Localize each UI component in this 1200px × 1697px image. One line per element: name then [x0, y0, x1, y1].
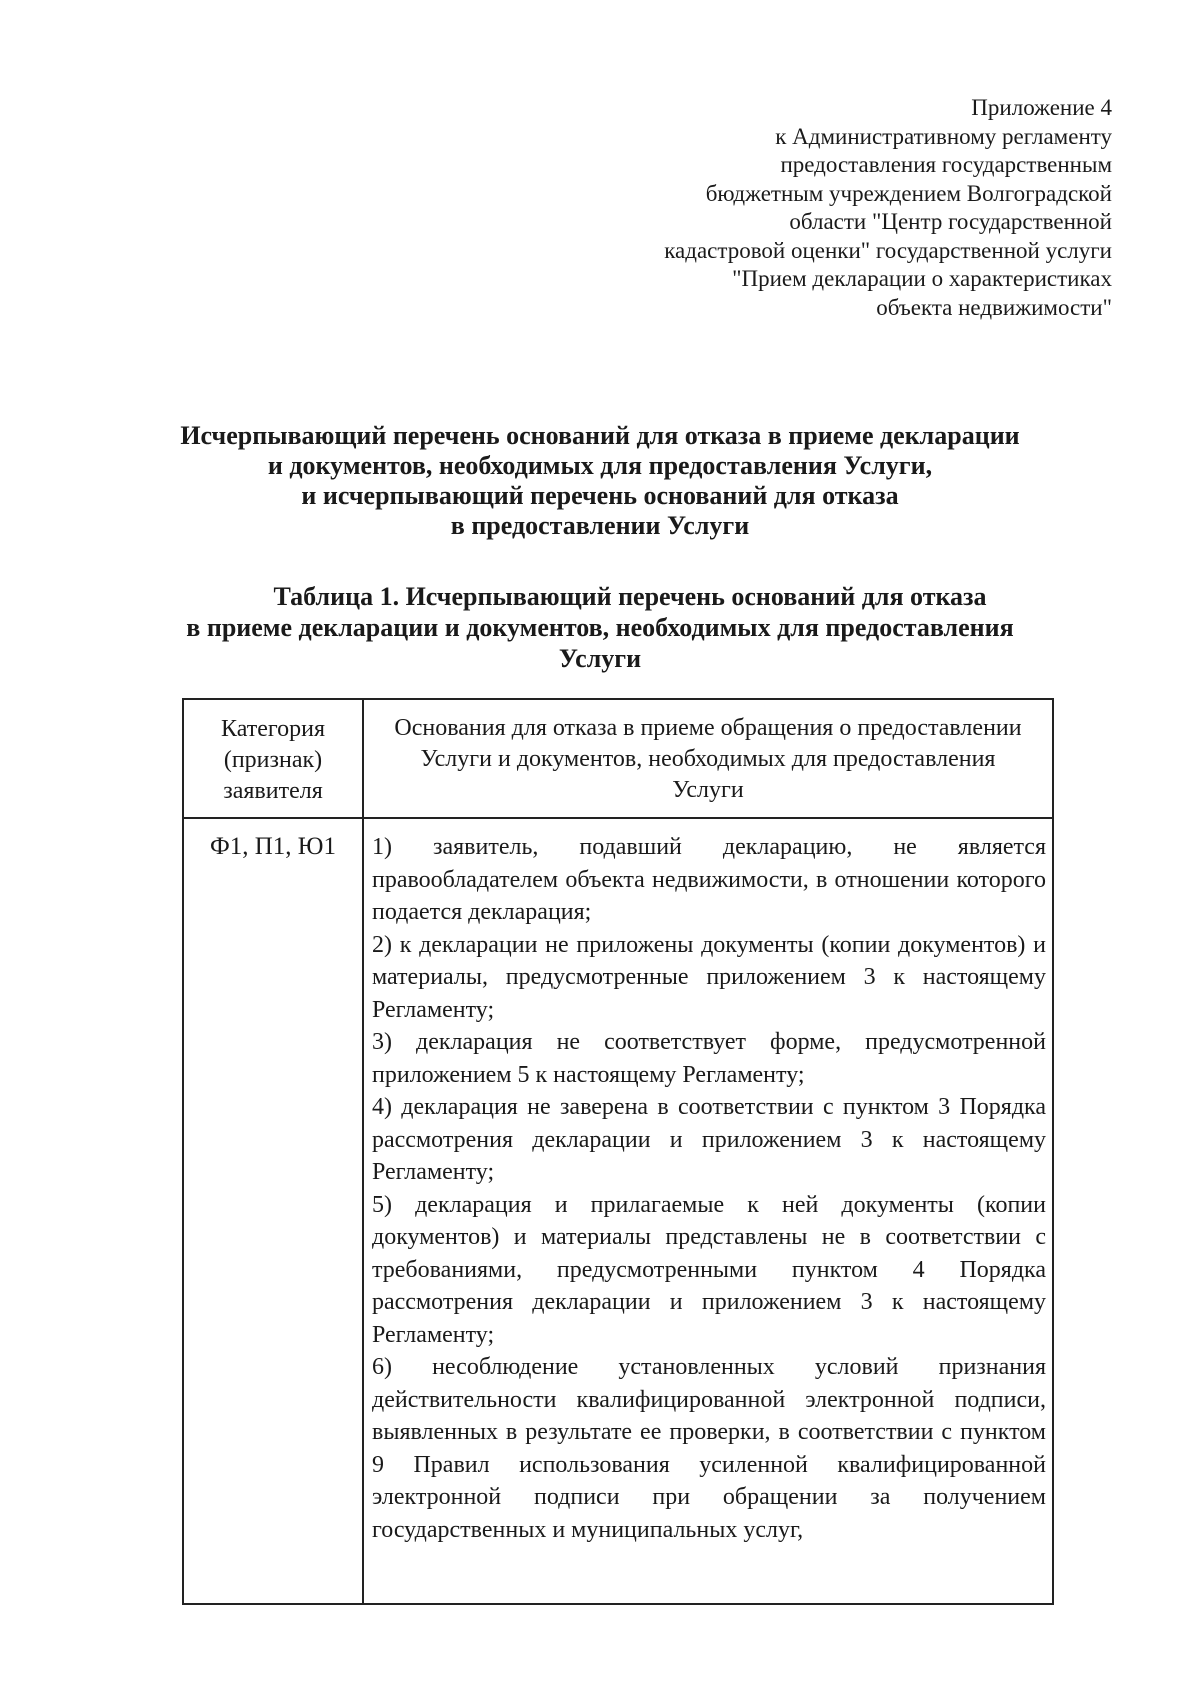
- grounds-item: 6) несоблюдение установленных условий признания действительности квалифицированной электронной подписи, выявленных в результате ее проверки, в соответствии с пунктом 9 Правил использования усиленной квалифицированной электронной подписи при обращении за получением государственных и муниципальных услуг,: [372, 1354, 1046, 1543]
- header-cell-line: Категория: [221, 716, 325, 742]
- caption-line: Таблица 1. Исчерпывающий перечень оснований для отказа: [273, 582, 987, 611]
- header-cell-line: Услуги: [672, 777, 744, 803]
- grounds-item: 4) декларация не заверена в соответствии с пунктом 3 Порядка рассмотрения декларации и приложением 3 к настоящему Регламенту;: [372, 1094, 1046, 1185]
- header-category: [183, 699, 363, 818]
- grounds-cell: [363, 818, 1053, 1604]
- header-line: бюджетным учреждением Волгоградской: [705, 180, 1112, 206]
- grounds-item: 5) декларация и прилагаемые к ней документы (копии документов) и материалы представлены не в соответствии с требованиями, предусмотренными пунктом 4 Порядка рассмотрения декларации и приложением 3 к настоящему Регламенту;: [372, 1191, 1046, 1348]
- header-line: кадастровой оценки" государственной услуги: [664, 237, 1112, 263]
- table-caption: [150, 581, 1050, 674]
- document-title: [150, 421, 1050, 541]
- caption-line: в приеме декларации и документов, необходимых для предоставления: [186, 613, 1014, 642]
- header-line: объекта недвижимости": [876, 294, 1112, 320]
- title-line: Исчерпывающий перечень оснований для отказа в приеме декларации: [180, 421, 1020, 450]
- header-cell-line: Основания для отказа в приеме обращения о предоставлении: [394, 715, 1022, 741]
- header-cell-line: Услуги и документов, необходимых для предоставления: [420, 746, 996, 772]
- header-grounds: [363, 699, 1053, 818]
- header-line: к Административному регламенту: [775, 123, 1112, 149]
- header-line: Приложение 4: [971, 95, 1112, 120]
- grounds-item: 1) заявитель, подавший декларацию, не является правообладателем объекта недвижимости, в отношении которого подается декларация;: [372, 834, 1046, 925]
- table-header-row: [183, 699, 1053, 818]
- title-line: и документов, необходимых для предоставления Услуги,: [267, 451, 933, 480]
- title-line: и исчерпывающий перечень оснований для отказа: [301, 481, 899, 510]
- header-line: предоставления государственным: [780, 152, 1112, 177]
- grounds-item: 2) к декларации не приложены документы (копии документов) и материалы, предусмотренные приложением 3 к настоящему Регламенту;: [372, 931, 1046, 1023]
- header-cell-line: (признак): [223, 747, 323, 773]
- applicant-category-cell: Ф1, П1, Ю1: [183, 818, 363, 1604]
- table-row: [183, 818, 1053, 1604]
- header-cell-line: заявителя: [223, 778, 323, 804]
- header-line: области "Центр государственной: [789, 209, 1112, 234]
- title-line: в предоставлении Услуги: [450, 511, 750, 540]
- caption-line: Услуги: [558, 644, 642, 673]
- grounds-item: 3) декларация не соответствует форме, предусмотренной приложением 5 к настоящему Регламенту;: [372, 1029, 1046, 1088]
- appendix-header: [592, 94, 1112, 322]
- refusal-grounds-table: [182, 698, 1054, 1605]
- header-line: "Прием декларации о характеристиках: [732, 266, 1112, 291]
